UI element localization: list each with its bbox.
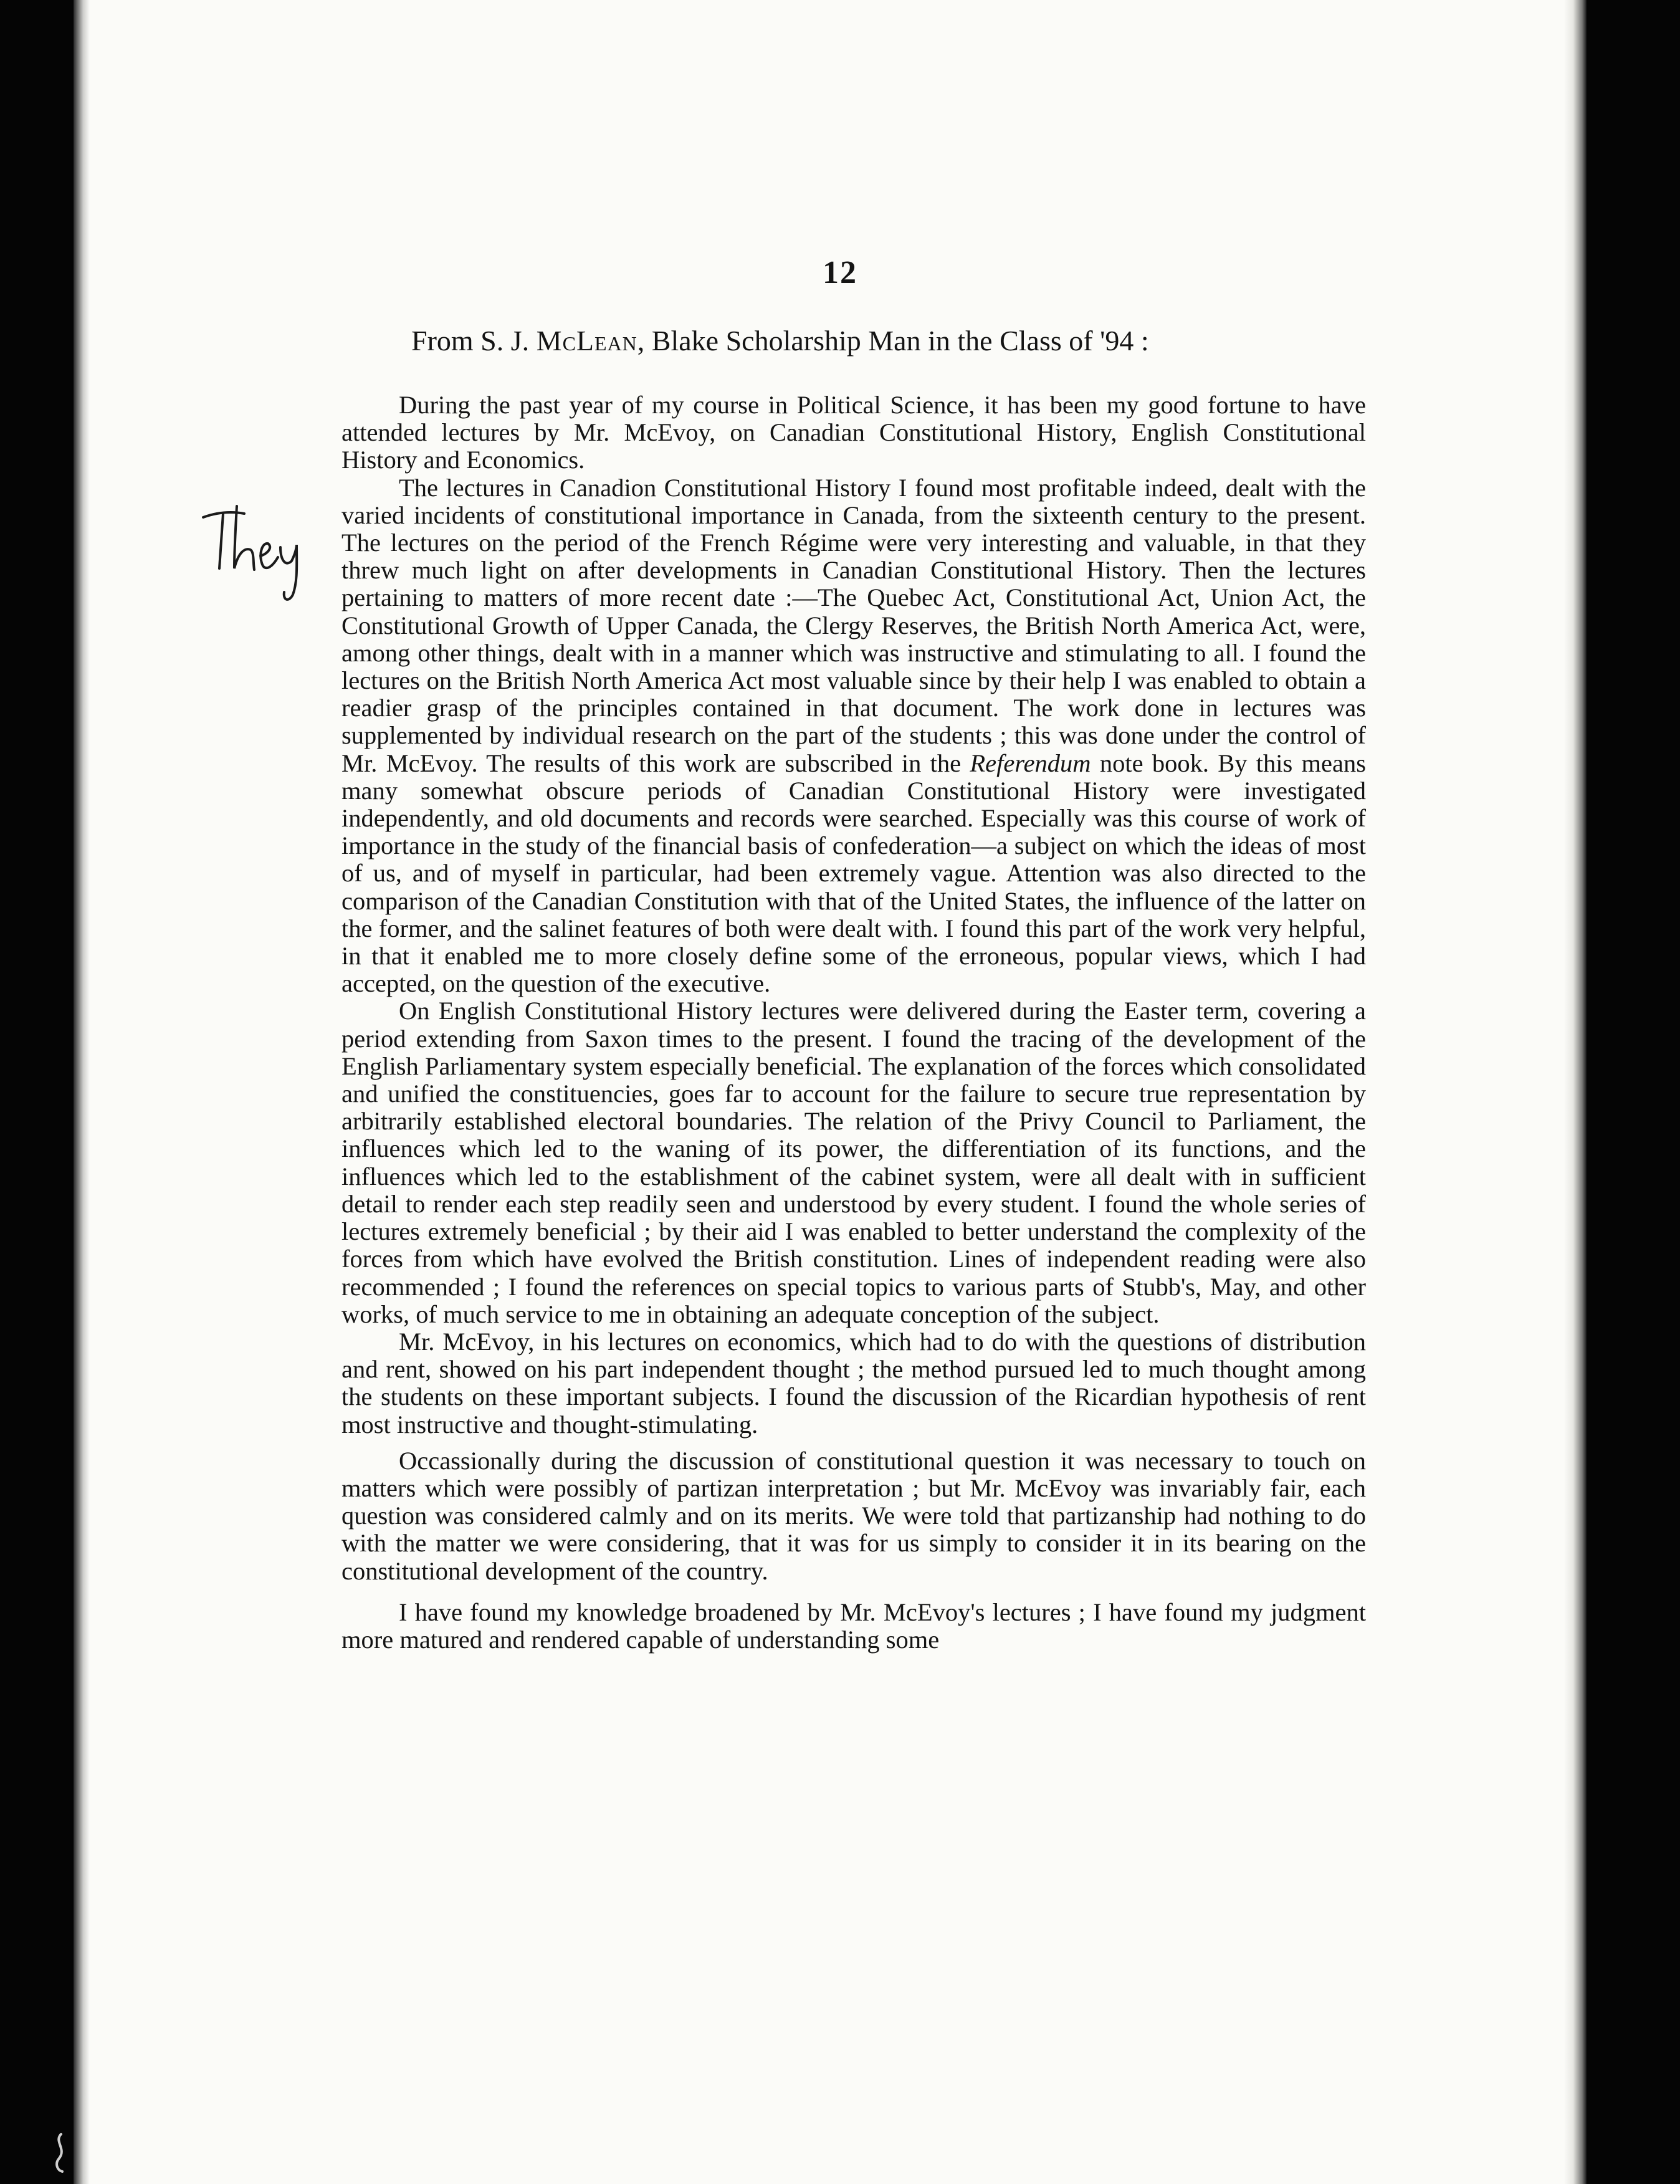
paragraph — [341, 474, 1366, 998]
paragraph — [341, 997, 1366, 1328]
handwritten-annotation — [198, 504, 310, 603]
page-edge-right — [1564, 0, 1587, 2184]
paragraph — [341, 1328, 1366, 1439]
paragraph-text: Occassionally during the discussion of constitutional question it was necessary to touch on matters which were possibly of partizan interpretation ; but Mr. McEvoy was invariably fair, each question was considered calmly and on its merits. We were told that partizanship had nothing to do with the matter we were considering, that it was for us simply to consider it in its bearing on the constitutional development of the country. — [341, 1446, 1366, 1585]
heading-suffix: , Blake Scholarship Man in the Class of '94 : — [637, 325, 1149, 357]
paragraph-text: On English Constitutional History lectures were delivered during the Easter term, covering a period extending from Saxon times to the present. I found the tracing of the development of the English Parliamentary system especially beneficial. The explanation of the forces which consolidated and unified the constituencies, goes far to account for the failure to secure true representation by arbitrarily established electoral boundaries. The relation of the Privy Council to Parliament, the influences which led to the waning of its power, the differentiation of its functions, and the influences which led to the establishment of the cabinet system, were all dealt with in sufficient detail to render each step readily seen and understood by every student. I found the whole series of lectures extremely beneficial ; by their aid I was enabled to better understand the complexity of the forces from which have evolved the British constitution. Lines of independent reading were also recommended ; I found the references on special topics to various parts of Stubb's, May, and other works, of much service to me in obtaining an adequate conception of the subject. — [341, 997, 1366, 1328]
paragraph — [341, 391, 1366, 474]
scan-border-right — [1587, 0, 1680, 2184]
paragraph-text: note book. By this means many somewhat obscure periods of Canadian Constitutional History were investigated independently, and old documents and records were searched. Especially was this course of work of importance in the study of the financial basis of confederation—a subject on which the ideas of most of us, and of myself in particular, had been extremely vague. Attention was also directed to the comparison of the Canadian Constitution with that of the United States, the influence of the latter on the former, and the salinet features of both were dealt with. I found this part of the work very helpful, in that it enabled me to more closely define some of the erroneous, popular views, which I had accepted, on the question of the executive. — [341, 749, 1366, 998]
paragraph — [341, 1447, 1366, 1585]
italic-title: Referendum — [970, 749, 1091, 777]
page-edge-left — [74, 0, 90, 2184]
paragraph-text: During the past year of my course in Political Science, it has been my good fortune to have attended lectures by Mr. McEvoy, on Canadian Constitutional History, English Constitutional History and Economics. — [341, 391, 1366, 474]
page-number: 12 — [823, 255, 857, 290]
scan-border-left — [0, 0, 74, 2184]
paragraph — [341, 1599, 1366, 1654]
letter-heading — [411, 324, 1408, 357]
letter-body — [341, 391, 1366, 1654]
heading-prefix: From S. J. — [411, 325, 537, 357]
heading-name: McLean — [536, 325, 637, 357]
paragraph-text: I have found my knowledge broadened by Mr. McEvoy's lectures ; I have found my judgment more matured and rendered capable of understanding some — [341, 1597, 1366, 1654]
scan-mark — [49, 2130, 74, 2174]
paragraph-text: Mr. McEvoy, in his lectures on economics, which had to do with the questions of distribution and rent, showed on his part independent thought ; the method pursued led to much thought among the students on these important subjects. I found the discussion of the Ricardian hypothesis of rent most instructive and thought-stimulating. — [341, 1327, 1366, 1439]
paragraph-text: The lectures in Canadion Constitutional History I found most profitable indeed, dealt with the varied incidents of constitutional importance in Canada, from the sixteenth century to the present. The lectures on the period of the French Régime were very interesting and valuable, in that they threw much light on after developments in Canadian Constitutional History. Then the lectures pertaining to matters of more recent date :—The Quebec Act, Constitutional Act, Union Act, the Constitutional Growth of Upper Canada, the Clergy Reserves, the British North America Act, were, among other things, dealt with in a manner which was instructive and stimulating to all. I found the lectures on the British North America Act most valuable since by their help I was enabled to obtain a readier grasp of the principles contained in that document. The work done in lectures was supplemented by individual research on the part of the students ; this was done under the control of Mr. McEvoy. The results of this work are subscribed in the — [341, 473, 1366, 777]
